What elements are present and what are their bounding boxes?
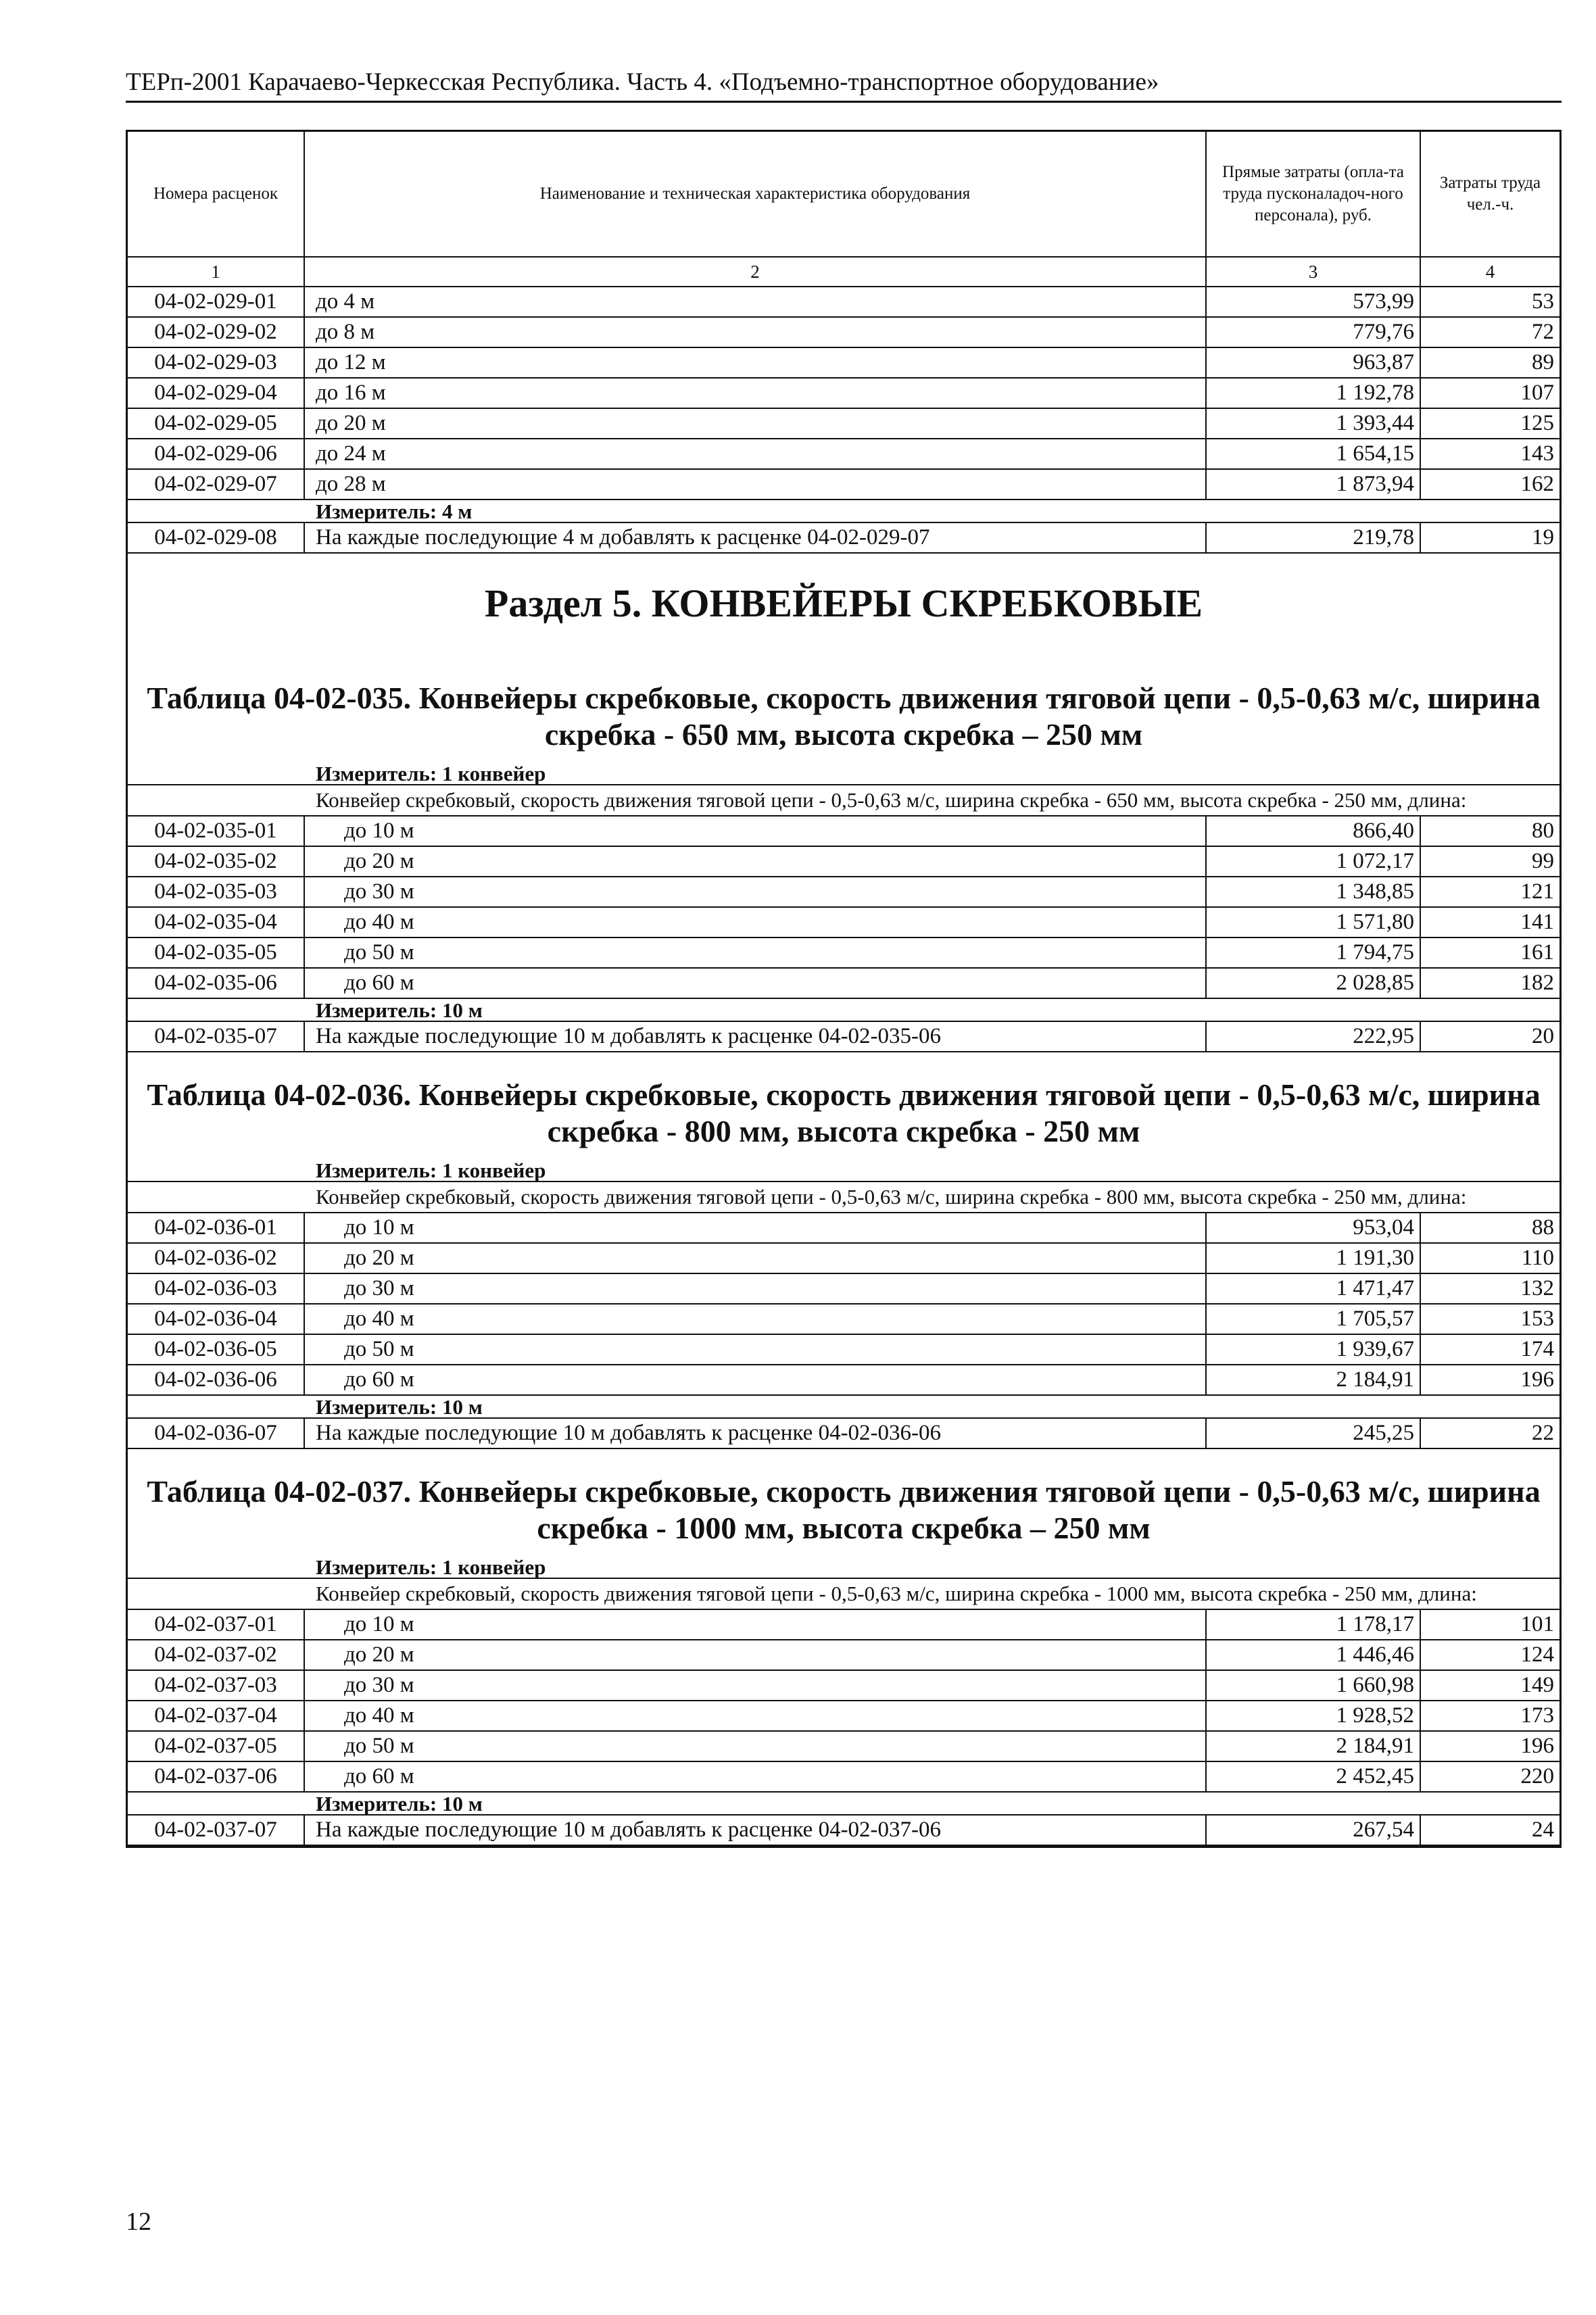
item-name: до 20 м	[305, 409, 1207, 438]
labor-hours: 220	[1520, 1764, 1554, 1788]
direct-cost: 267,54	[1207, 1816, 1421, 1845]
direct-cost: 2 028,85	[1207, 969, 1421, 998]
direct-cost: 1 571,80	[1207, 908, 1421, 937]
table-row	[128, 877, 1559, 908]
table-row	[128, 409, 1559, 439]
item-name: до 50 м	[305, 1335, 1207, 1364]
direct-cost: 1 928,52	[1207, 1701, 1421, 1730]
table-title: Таблица 04-02-036. Конвейеры скребковые, скорость движения тяговой цепи - 0,5-0,63 м/с, ширина скребка - 800 мм, высота скребка - 250 мм	[147, 1077, 1541, 1148]
table-row	[128, 1610, 1559, 1640]
rate-code: 04-02-036-04	[128, 1305, 305, 1334]
col-header-codes: Номера расценок	[128, 132, 305, 256]
labor-hours: 143	[1520, 441, 1554, 466]
table-row	[128, 379, 1559, 409]
col-index: 1	[128, 258, 305, 286]
column-index-row	[128, 258, 1559, 287]
rate-code: 04-02-035-03	[128, 877, 305, 906]
direct-cost: 2 452,45	[1207, 1762, 1421, 1791]
measure-unit: Измеритель: 1 конвейер	[128, 1556, 1559, 1579]
table-row	[128, 969, 1559, 999]
labor-hours: 121	[1520, 879, 1554, 904]
rate-code: 04-02-029-04	[128, 379, 305, 408]
rate-code: 04-02-029-07	[128, 470, 305, 499]
labor-hours: 19	[1532, 525, 1554, 550]
item-name: до 10 м	[305, 1610, 1207, 1639]
col-header-cost: Прямые затраты (опла-та труда пусконаладоч-ного персонала), руб.	[1207, 132, 1421, 256]
item-name: до 16 м	[305, 379, 1207, 408]
rate-code: 04-02-036-07	[128, 1419, 305, 1448]
direct-cost: 1 178,17	[1207, 1610, 1421, 1639]
rate-code: 04-02-036-02	[128, 1244, 305, 1273]
rate-code: 04-02-037-06	[128, 1762, 305, 1791]
table-row	[128, 523, 1559, 554]
table-row	[128, 1732, 1559, 1762]
item-name: до 20 м	[305, 1640, 1207, 1670]
col-index: 2	[305, 258, 1207, 286]
labor-hours: 149	[1520, 1673, 1554, 1697]
item-name: до 10 м	[305, 817, 1207, 846]
item-name: до 60 м	[305, 1365, 1207, 1394]
table-row	[128, 908, 1559, 938]
item-name: до 20 м	[305, 1244, 1207, 1273]
table-row	[128, 439, 1559, 470]
item-name: На каждые последующие 4 м добавлять к расценке 04-02-029-07	[305, 523, 1207, 552]
labor-hours: 141	[1520, 910, 1554, 934]
item-name: до 30 м	[305, 1671, 1207, 1700]
page-number: 12	[126, 2208, 151, 2236]
table-description: Конвейер скребковый, скорость движения тяговой цепи - 0,5-0,63 м/с, ширина скребка - 800 мм, высота скребка - 250 мм, длина:	[128, 1182, 1559, 1213]
item-name: до 24 м	[305, 439, 1207, 468]
item-name: до 40 м	[305, 1701, 1207, 1730]
table-row	[128, 348, 1559, 379]
rate-code: 04-02-029-03	[128, 348, 305, 377]
table-row	[128, 1274, 1559, 1305]
rate-code: 04-02-036-01	[128, 1213, 305, 1242]
rate-code: 04-02-037-03	[128, 1671, 305, 1700]
rate-code: 04-02-036-06	[128, 1365, 305, 1394]
rate-code: 04-02-035-02	[128, 847, 305, 876]
table-row	[128, 470, 1559, 500]
labor-hours: 153	[1520, 1307, 1554, 1331]
rate-code: 04-02-035-01	[128, 817, 305, 846]
direct-cost: 2 184,91	[1207, 1732, 1421, 1761]
rate-code: 04-02-037-01	[128, 1610, 305, 1639]
section-title: Раздел 5. КОНВЕЙЕРЫ СКРЕБКОВЫЕ	[484, 581, 1203, 625]
price-table	[126, 130, 1562, 1848]
item-name: до 20 м	[305, 847, 1207, 876]
direct-cost: 1 393,44	[1207, 409, 1421, 438]
table-description: Конвейер скребковый, скорость движения тяговой цепи - 0,5-0,63 м/с, ширина скребка - 1000 мм, высота скребка - 250 мм, длина:	[128, 1579, 1559, 1610]
rate-code: 04-02-036-05	[128, 1335, 305, 1364]
table-row	[128, 287, 1559, 318]
direct-cost: 245,25	[1207, 1419, 1421, 1448]
direct-cost: 866,40	[1207, 817, 1421, 846]
col-header-name: Наименование и техническая характеристика оборудования	[305, 132, 1207, 256]
table-title: Таблица 04-02-037. Конвейеры скребковые, скорость движения тяговой цепи - 0,5-0,63 м/с, ширина скребка - 1000 мм, высота скребка – 250 мм	[147, 1474, 1541, 1545]
table-description: Конвейер скребковый, скорость движения тяговой цепи - 0,5-0,63 м/с, ширина скребка - 650 мм, высота скребка - 250 мм, длина:	[128, 785, 1559, 817]
labor-hours: 88	[1532, 1215, 1554, 1240]
direct-cost: 953,04	[1207, 1213, 1421, 1242]
rate-code: 04-02-036-03	[128, 1274, 305, 1303]
measure-unit: Измеритель: 10 м	[128, 1793, 1559, 1816]
labor-hours: 20	[1532, 1024, 1554, 1048]
labor-hours: 124	[1520, 1642, 1554, 1667]
labor-hours: 80	[1532, 819, 1554, 843]
col-index: 3	[1207, 258, 1421, 286]
table-row	[128, 938, 1559, 969]
table-row	[128, 1305, 1559, 1335]
table-row	[128, 817, 1559, 847]
direct-cost: 1 471,47	[1207, 1274, 1421, 1303]
item-name: до 60 м	[305, 1762, 1207, 1791]
rate-code: 04-02-035-04	[128, 908, 305, 937]
measure-unit: Измеритель: 10 м	[128, 999, 1559, 1022]
rate-code: 04-02-037-02	[128, 1640, 305, 1670]
direct-cost: 1 660,98	[1207, 1671, 1421, 1700]
item-name: до 30 м	[305, 877, 1207, 906]
table-row	[128, 1022, 1559, 1052]
direct-cost: 219,78	[1207, 523, 1421, 552]
table-row	[128, 847, 1559, 877]
table-row	[128, 1640, 1559, 1671]
rate-code: 04-02-029-05	[128, 409, 305, 438]
direct-cost: 963,87	[1207, 348, 1421, 377]
table-row	[128, 1419, 1559, 1449]
item-name: до 12 м	[305, 348, 1207, 377]
rate-code: 04-02-037-07	[128, 1816, 305, 1845]
item-name: до 50 м	[305, 938, 1207, 967]
col-header-labor: Затраты труда чел.-ч.	[1439, 174, 1541, 214]
labor-hours: 89	[1532, 350, 1554, 374]
document-header: ТЕРп-2001 Карачаево-Черкесская Республика. Часть 4. «Подъемно-транспортное оборудование»	[126, 68, 1562, 103]
labor-hours: 110	[1521, 1246, 1554, 1270]
table-row	[128, 1816, 1559, 1846]
item-name: до 40 м	[305, 908, 1207, 937]
labor-hours: 24	[1532, 1818, 1554, 1842]
measure-unit: Измеритель: 4 м	[128, 500, 1559, 523]
direct-cost: 1 191,30	[1207, 1244, 1421, 1273]
labor-hours: 125	[1520, 411, 1554, 435]
labor-hours: 174	[1520, 1337, 1554, 1361]
labor-hours: 161	[1520, 940, 1554, 965]
item-name: до 10 м	[305, 1213, 1207, 1242]
rate-code: 04-02-037-04	[128, 1701, 305, 1730]
direct-cost: 222,95	[1207, 1022, 1421, 1051]
labor-hours: 196	[1520, 1734, 1554, 1758]
table-row	[128, 1762, 1559, 1793]
direct-cost: 1 873,94	[1207, 470, 1421, 499]
labor-hours: 53	[1532, 289, 1554, 314]
item-name: На каждые последующие 10 м добавлять к расценке 04-02-035-06	[305, 1022, 1207, 1051]
direct-cost: 1 192,78	[1207, 379, 1421, 408]
labor-hours: 182	[1520, 971, 1554, 995]
rate-code: 04-02-035-07	[128, 1022, 305, 1051]
item-name: до 4 м	[305, 287, 1207, 316]
table-row	[128, 1244, 1559, 1274]
item-name: до 8 м	[305, 318, 1207, 347]
item-name: На каждые последующие 10 м добавлять к расценке 04-02-036-06	[305, 1419, 1207, 1448]
labor-hours: 101	[1520, 1612, 1554, 1636]
labor-hours: 107	[1520, 381, 1554, 405]
rate-code: 04-02-035-05	[128, 938, 305, 967]
direct-cost: 1 072,17	[1207, 847, 1421, 876]
direct-cost: 779,76	[1207, 318, 1421, 347]
labor-hours: 22	[1532, 1421, 1554, 1445]
item-name: до 40 м	[305, 1305, 1207, 1334]
labor-hours: 196	[1520, 1367, 1554, 1392]
table-row	[128, 1671, 1559, 1701]
labor-hours: 162	[1520, 472, 1554, 496]
direct-cost: 573,99	[1207, 287, 1421, 316]
col-index: 4	[1485, 262, 1495, 282]
table-header-row	[128, 132, 1559, 258]
direct-cost: 2 184,91	[1207, 1365, 1421, 1394]
table-row	[128, 318, 1559, 348]
item-name: до 30 м	[305, 1274, 1207, 1303]
item-name: до 28 м	[305, 470, 1207, 499]
rate-code: 04-02-029-06	[128, 439, 305, 468]
direct-cost: 1 939,67	[1207, 1335, 1421, 1364]
rate-code: 04-02-037-05	[128, 1732, 305, 1761]
table-row	[128, 1213, 1559, 1244]
table-row	[128, 1335, 1559, 1365]
labor-hours: 173	[1520, 1703, 1554, 1728]
table-title: Таблица 04-02-035. Конвейеры скребковые, скорость движения тяговой цепи - 0,5-0,63 м/с, ширина скребка - 650 мм, высота скребка – 250 мм	[147, 681, 1541, 752]
measure-unit: Измеритель: 1 конвейер	[128, 1159, 1559, 1182]
rate-code: 04-02-029-01	[128, 287, 305, 316]
labor-hours: 132	[1520, 1276, 1554, 1300]
item-name: до 60 м	[305, 969, 1207, 998]
direct-cost: 1 654,15	[1207, 439, 1421, 468]
direct-cost: 1 348,85	[1207, 877, 1421, 906]
table-row	[128, 1365, 1559, 1396]
measure-unit: Измеритель: 1 конвейер	[128, 762, 1559, 785]
labor-hours: 99	[1532, 849, 1554, 873]
rate-code: 04-02-029-08	[128, 523, 305, 552]
item-name: до 50 м	[305, 1732, 1207, 1761]
labor-hours: 72	[1532, 320, 1554, 344]
direct-cost: 1 446,46	[1207, 1640, 1421, 1670]
direct-cost: 1 705,57	[1207, 1305, 1421, 1334]
item-name: На каждые последующие 10 м добавлять к расценке 04-02-037-06	[305, 1816, 1207, 1845]
rate-code: 04-02-029-02	[128, 318, 305, 347]
direct-cost: 1 794,75	[1207, 938, 1421, 967]
measure-unit: Измеритель: 10 м	[128, 1396, 1559, 1419]
rate-code: 04-02-035-06	[128, 969, 305, 998]
table-row	[128, 1701, 1559, 1732]
